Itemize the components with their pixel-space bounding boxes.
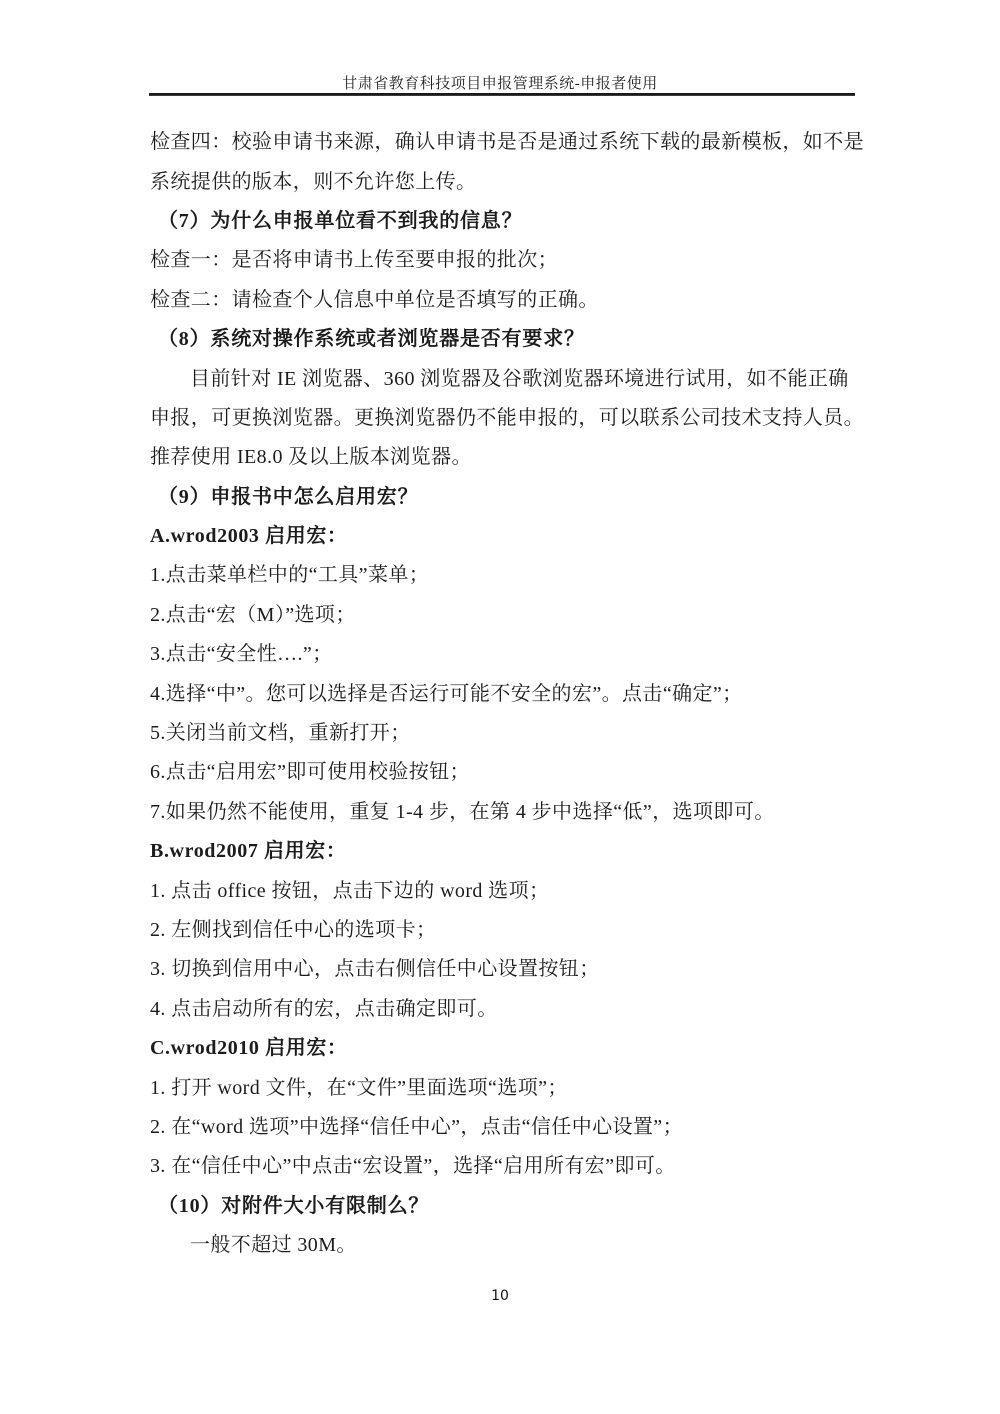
page-footer	[0, 1288, 1000, 1304]
text-line-heading: （10）对附件大小有限制么？	[158, 1194, 430, 1217]
text-line-subheading: B.wrod2007 启用宏：	[150, 840, 347, 863]
text-line-body: 一般不超过 30M。	[190, 1234, 357, 1257]
text-line-subheading: C.wrod2010 启用宏：	[150, 1037, 348, 1060]
text-line-body: 3. 切换到信用中心，点击右侧信任中心设置按钮；	[150, 958, 600, 981]
page-header	[0, 72, 1000, 93]
page-number: 10	[491, 1288, 509, 1304]
text-line-body: 4.选择“中”。您可以选择是否运行可能不安全的宏”。点击“确定”；	[150, 682, 743, 705]
text-line-body: 1. 点击 office 按钮，点击下边的 word 选项；	[150, 879, 550, 902]
text-line-body: 检查一：是否将申请书上传至要申报的批次；	[150, 249, 558, 272]
text-line-body: 1.点击菜单栏中的“工具”菜单；	[150, 564, 430, 587]
text-line-body: 3. 在“信任中心”中点击“宏设置”，选择“启用所有宏”即可。	[150, 1155, 676, 1178]
text-line-heading: （9）申报书中怎么启用宏？	[158, 485, 419, 508]
text-line-heading: （8）系统对操作系统或者浏览器是否有要求？	[158, 328, 585, 351]
text-line-body: 系统提供的版本，则不允许您上传。	[150, 170, 477, 193]
text-line-body: 2. 在“word 选项”中选择“信任中心”，点击“信任中心设置”；	[150, 1115, 683, 1138]
text-line-body: 推荐使用 IE8.0 及以上版本浏览器。	[150, 446, 472, 469]
text-line-body: 6.点击“启用宏”即可使用校验按钮；	[150, 761, 470, 784]
text-line-body: 3.点击“安全性….”；	[150, 643, 333, 666]
text-line-subheading: A.wrod2003 启用宏：	[150, 525, 348, 548]
header-rule	[149, 93, 855, 96]
text-line-body: 4. 点击启动所有的宏，点击确定即可。	[150, 997, 498, 1020]
text-line-body: 检查四：校验申请书来源，确认申请书是否是通过系统下载的最新模板，如不是	[150, 131, 864, 154]
text-line-body: 5.关闭当前文档，重新打开；	[150, 722, 411, 745]
text-line-body: 7.如果仍然不能使用，重复 1-4 步，在第 4 步中选择“低”，选项即可。	[150, 800, 775, 823]
text-line-body: 2.点击“宏（M）”选项；	[150, 603, 356, 626]
text-line-body: 检查二：请检查个人信息中单位是否填写的正确。	[150, 288, 599, 311]
text-line-body: 目前针对 IE 浏览器、360 浏览器及谷歌浏览器环境进行试用，如不能正确	[190, 367, 849, 390]
text-line-heading: （7）为什么申报单位看不到我的信息？	[158, 209, 523, 232]
text-line-body: 2. 左侧找到信任中心的选项卡；	[150, 919, 437, 941]
header-title: 甘肃省教育科技项目申报管理系统-申报者使用	[342, 76, 658, 92]
text-line-body: 申报，可更换浏览器。更换浏览器仍不能申报的，可以联系公司技术支持人员。	[150, 406, 864, 429]
document-body	[150, 120, 864, 1262]
text-line-body: 1. 打开 word 文件，在“文件”里面选项“选项”；	[150, 1076, 568, 1099]
